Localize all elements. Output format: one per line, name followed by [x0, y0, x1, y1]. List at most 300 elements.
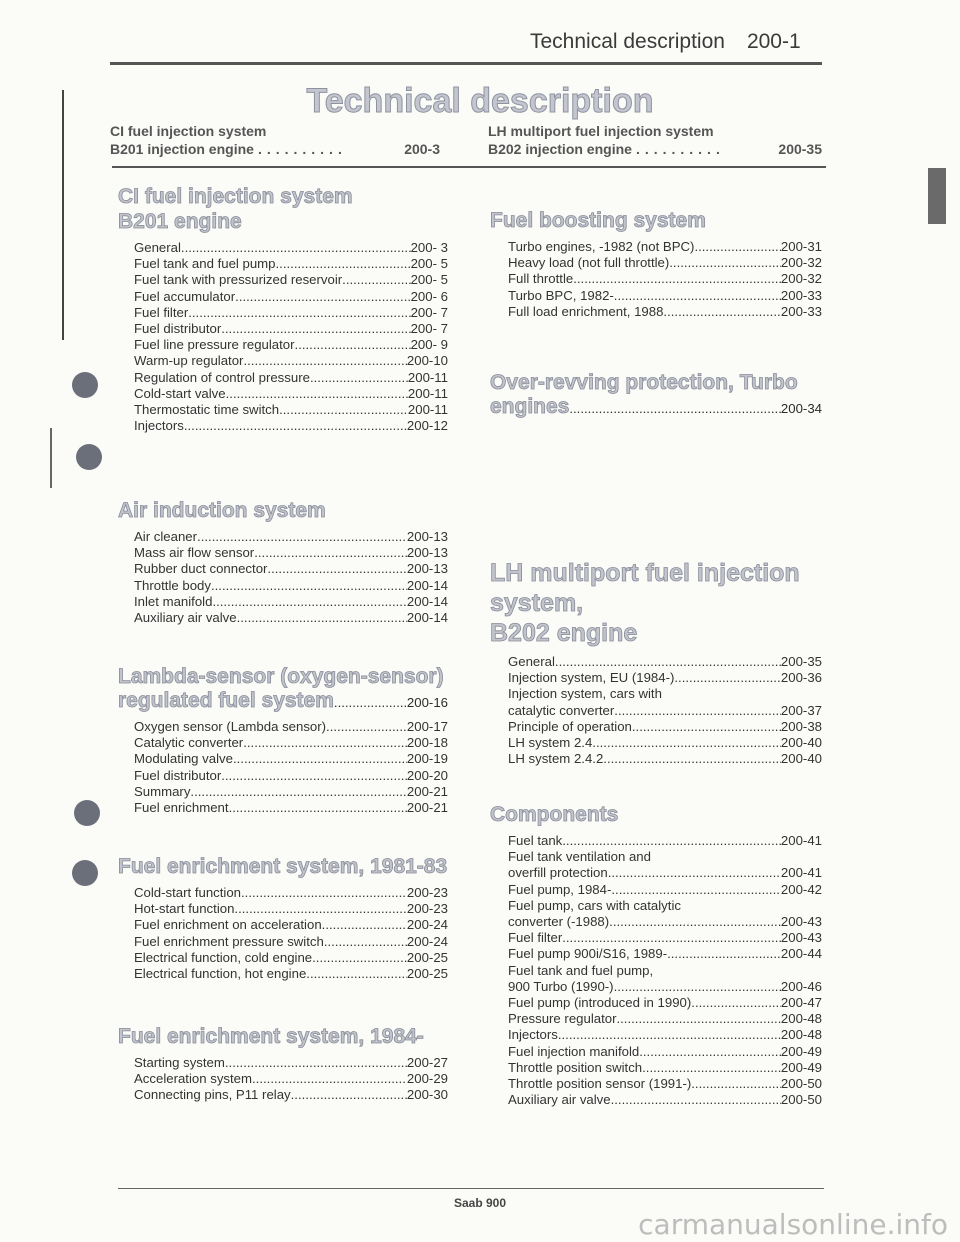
- leader-dots: [291, 1087, 407, 1103]
- leader-dots: [276, 256, 411, 272]
- entry-list: [118, 240, 448, 434]
- toc-page: 200-21: [406, 783, 448, 799]
- toc-page: 200-48: [780, 1011, 822, 1027]
- toc-entry[interactable]: [134, 1087, 448, 1103]
- leader-dots: [326, 719, 407, 735]
- toc-entry[interactable]: [134, 402, 448, 418]
- toc-label: Hot-start function: [134, 901, 235, 917]
- leader-dots: [616, 1011, 780, 1027]
- toc-page: 200-18: [406, 735, 448, 751]
- leader-dots: [234, 901, 407, 917]
- entry-list: [490, 833, 822, 1108]
- toc-entry[interactable]: [508, 239, 822, 255]
- components-section: [490, 802, 822, 1108]
- page-header: [530, 30, 801, 54]
- toc-label: LH system 2.4.2: [508, 751, 604, 767]
- toc-entry[interactable]: [134, 885, 448, 901]
- binder-hole-icon: [72, 372, 98, 398]
- leader-dots: [241, 885, 407, 901]
- toc-page: 200-35: [778, 141, 822, 157]
- toc-label: Fuel enrichment pressure switch: [134, 933, 324, 949]
- toc-label: Full throttle: [508, 271, 574, 287]
- overview-left-entry[interactable]: [110, 140, 440, 158]
- toc-label: Regulation of control pressure: [134, 369, 310, 385]
- toc-entry[interactable]: [134, 784, 448, 800]
- watermark: carmanualsonline.info: [638, 1208, 948, 1241]
- toc-page: 200-19: [406, 751, 448, 767]
- leader-dots: [295, 337, 411, 353]
- leader-dots: [691, 1076, 781, 1092]
- toc-label: Full load enrichment, 1988: [508, 303, 664, 319]
- toc-entry[interactable]: [508, 1044, 822, 1060]
- toc-entry[interactable]: [134, 800, 448, 816]
- leader-dots: [562, 833, 781, 849]
- section-title: B202 engine: [490, 619, 638, 647]
- toc-page: 200- 7: [410, 304, 448, 320]
- entry-list: [118, 885, 448, 982]
- leader-dots: [254, 545, 407, 561]
- leader-dots: [306, 966, 407, 982]
- toc-page: 200-25: [406, 949, 448, 965]
- toc-page: 200-41: [780, 865, 822, 881]
- leader-dots: [608, 865, 781, 881]
- toc-page: 200-14: [406, 577, 448, 593]
- toc-page: 200-43: [780, 930, 822, 946]
- toc-page: 200-46: [780, 978, 822, 994]
- toc-label: Fuel accumulator: [134, 288, 236, 304]
- section-title: LH multiport fuel injection: [490, 559, 800, 587]
- toc-page: 200-27: [406, 1055, 448, 1070]
- toc-label: converter (-1988): [508, 914, 610, 930]
- leader-dots: [603, 751, 781, 767]
- toc-page: 200- 7: [410, 321, 448, 337]
- leader-dots: [667, 946, 781, 962]
- toc-entry[interactable]: [508, 654, 822, 670]
- toc-label: Starting system: [134, 1055, 225, 1070]
- leader-dots: [611, 882, 781, 898]
- toc-entry[interactable]: [508, 882, 822, 898]
- toc-page: 200-49: [780, 1043, 822, 1059]
- leader-dots: [592, 735, 781, 751]
- toc-page: 200-50: [780, 1092, 822, 1108]
- toc-label: Fuel pump, 1984-: [508, 881, 612, 897]
- toc-page: 200-23: [406, 885, 448, 900]
- toc-entry[interactable]: [134, 1071, 448, 1087]
- toc-label: Electrical function, hot engine: [134, 966, 307, 982]
- toc-page: 200-43: [780, 914, 822, 930]
- toc-entry[interactable]: [508, 255, 822, 271]
- section-title: Over-revving protection, Turbo: [490, 371, 798, 394]
- leader-dots: [555, 654, 781, 670]
- leader-dots: [614, 703, 781, 719]
- toc-label: Auxiliary air valve: [134, 610, 237, 626]
- leader-dots: [221, 768, 407, 784]
- toc-entry[interactable]: [134, 917, 448, 933]
- toc-entry[interactable]: [134, 901, 448, 917]
- section-title: B201 engine: [118, 210, 242, 233]
- section-title: system,: [490, 589, 584, 617]
- overview-rule: [112, 166, 826, 168]
- leader-dots: [691, 995, 781, 1011]
- toc-page: 200-10: [406, 353, 448, 369]
- toc-entry[interactable]: [134, 321, 448, 337]
- leader-dots: [243, 353, 406, 369]
- leader-dots: ..........: [257, 141, 347, 157]
- toc-label: Summary: [134, 783, 191, 799]
- toc-entry[interactable]: [508, 288, 822, 304]
- overview-right-heading: LH multiport fuel injection system: [488, 123, 714, 139]
- toc-page: 200- 5: [410, 272, 448, 288]
- toc-label: Fuel filter: [134, 304, 189, 320]
- toc-entry[interactable]: [508, 1092, 822, 1108]
- toc-label: Fuel injection manifold: [508, 1043, 640, 1059]
- toc-entry[interactable]: [134, 353, 448, 369]
- leader-dots: [334, 695, 407, 710]
- toc-page: 200-48: [780, 1027, 822, 1043]
- margin-line: [62, 90, 64, 340]
- leader-dots: [233, 751, 407, 767]
- toc-label: Fuel tank with pressurized reservoir: [134, 272, 343, 288]
- entry-list: [490, 239, 822, 320]
- toc-entry[interactable]: [508, 719, 822, 735]
- section-title: Fuel enrichment system, 1981-83: [118, 855, 448, 878]
- enrichment-1984-section: [118, 1024, 448, 1104]
- toc-page: 200-30: [406, 1087, 448, 1103]
- toc-page: 200-14: [406, 610, 448, 626]
- toc-entry[interactable]: [134, 305, 448, 321]
- air-section: [118, 498, 448, 626]
- boost-section: [490, 208, 822, 320]
- header-title: Technical description: [530, 30, 725, 53]
- toc-label: Thermostatic time switch: [134, 402, 280, 418]
- entry-list: [118, 529, 448, 626]
- toc-entry[interactable]: [134, 418, 448, 434]
- toc-label: Auxiliary air valve: [508, 1092, 611, 1108]
- toc-page: 200-37: [780, 702, 822, 718]
- toc-page: 200-41: [780, 833, 822, 848]
- leader-dots: [221, 321, 410, 337]
- leader-dots: [279, 402, 408, 418]
- section-tab-marker: [928, 168, 946, 224]
- leader-dots: [212, 594, 406, 610]
- leader-dots: ..........: [635, 141, 725, 157]
- leader-dots: [639, 1044, 781, 1060]
- toc-page: 200-49: [780, 1059, 822, 1075]
- section-title: Fuel boosting system: [490, 209, 706, 232]
- toc-label: Acceleration system: [134, 1071, 252, 1087]
- entry-list: [118, 1055, 448, 1104]
- leader-dots: [669, 255, 781, 271]
- toc-label: Fuel distributor: [134, 321, 222, 337]
- toc-label: Fuel tank: [508, 833, 563, 848]
- toc-entry[interactable]: [134, 289, 448, 305]
- section-title: Lambda-sensor (oxygen-sensor): [118, 665, 444, 688]
- toc-label: Cold-start function: [134, 885, 242, 900]
- toc-page: 200-25: [406, 966, 448, 982]
- leader-dots: [267, 561, 407, 577]
- toc-label: Injectors: [134, 418, 184, 434]
- toc-entry-continued: Injection system, cars with: [508, 686, 662, 702]
- toc-page: 200-44: [780, 946, 822, 962]
- margin-line: [50, 428, 52, 488]
- overview-left: [110, 122, 440, 158]
- leader-dots: [632, 719, 781, 735]
- toc-page: 200- 6: [410, 288, 448, 304]
- toc-page: 200-33: [780, 287, 822, 303]
- leader-dots: [342, 272, 410, 288]
- toc-entry[interactable]: [134, 768, 448, 784]
- leader-dots: [310, 370, 408, 386]
- leader-dots: [312, 950, 407, 966]
- lambda-section: [118, 664, 448, 816]
- toc-entry[interactable]: [134, 272, 448, 288]
- toc-label: Turbo engines, -1982 (not BPC): [508, 239, 695, 254]
- section-title: Components: [490, 803, 619, 826]
- leader-dots: [229, 800, 407, 816]
- header-page-number: 200-1: [746, 30, 801, 53]
- toc-label: Air cleaner: [134, 529, 198, 544]
- toc-entry[interactable]: [508, 304, 822, 320]
- toc-label: B202 injection engine: [488, 141, 632, 157]
- entry-list: [118, 719, 448, 816]
- toc-entry[interactable]: [508, 865, 822, 881]
- toc-entry[interactable]: [134, 594, 448, 610]
- leader-dots: [243, 735, 407, 751]
- toc-entry[interactable]: [134, 610, 448, 626]
- toc-label: Throttle body: [134, 577, 211, 593]
- toc-label: Fuel distributor: [134, 767, 222, 783]
- toc-page: 200-11: [407, 385, 448, 401]
- leader-dots: [181, 240, 411, 256]
- toc-entry[interactable]: [134, 386, 448, 402]
- leader-dots: [663, 304, 781, 320]
- toc-page: 200- 5: [410, 256, 448, 272]
- leader-dots: [190, 784, 407, 800]
- leader-dots: [674, 670, 781, 686]
- leader-dots: [614, 288, 781, 304]
- toc-label: Rubber duct connector: [134, 561, 268, 577]
- toc-label: Throttle position sensor (1991-): [508, 1076, 692, 1092]
- toc-page: 200-38: [780, 718, 822, 734]
- toc-entry[interactable]: [508, 833, 822, 849]
- toc-page: 200-13: [406, 529, 448, 544]
- toc-entry-continued: Fuel tank and fuel pump,: [508, 962, 654, 978]
- toc-page: 200-24: [406, 933, 448, 949]
- toc-page: 200-33: [780, 303, 822, 319]
- leader-dots: [569, 401, 781, 416]
- section-title-with-page[interactable]: [118, 689, 448, 713]
- footer-rule: [118, 1188, 824, 1189]
- toc-entry[interactable]: [134, 751, 448, 767]
- toc-entry[interactable]: [134, 966, 448, 982]
- toc-page: 200-35: [780, 654, 822, 669]
- binder-hole-icon: [76, 444, 102, 470]
- leader-dots: [211, 578, 407, 594]
- toc-entry[interactable]: [508, 995, 822, 1011]
- overview-left-heading: CI fuel injection system: [110, 123, 267, 139]
- toc-entry[interactable]: [134, 950, 448, 966]
- leader-dots: [322, 917, 407, 933]
- toc-page: 200-13: [406, 545, 448, 561]
- toc-label: Injection system, EU (1984-): [508, 670, 675, 686]
- toc-entry[interactable]: [508, 930, 822, 946]
- toc-entry[interactable]: [134, 545, 448, 561]
- toc-page: 200-34: [780, 401, 822, 416]
- toc-entry-continued: Fuel pump, cars with catalytic: [508, 897, 681, 913]
- toc-label: B201 injection engine: [110, 141, 254, 157]
- toc-entry[interactable]: [508, 670, 822, 686]
- toc-label: Warm-up regulator: [134, 353, 244, 369]
- enrichment-1981-section: [118, 854, 448, 982]
- binder-hole-icon: [72, 860, 98, 886]
- leader-dots: [324, 934, 407, 950]
- toc-entry[interactable]: [134, 370, 448, 386]
- toc-entry[interactable]: [508, 735, 822, 751]
- toc-label: 900 Turbo (1990-): [508, 978, 614, 994]
- toc-page: 200-12: [406, 418, 448, 434]
- section-title: engines: [490, 395, 570, 418]
- toc-page: 200-50: [780, 1076, 822, 1092]
- leader-dots: [609, 914, 781, 930]
- section-title: Fuel enrichment system, 1984-: [118, 1025, 424, 1048]
- toc-page: 200-40: [780, 751, 822, 767]
- overview-right: [488, 122, 822, 158]
- toc-label: Principle of operation: [508, 718, 632, 734]
- leader-dots: [184, 418, 407, 434]
- toc-page: 200-42: [780, 881, 822, 897]
- toc-entry[interactable]: [134, 256, 448, 272]
- leader-dots: [642, 1060, 781, 1076]
- toc-page: 200-31: [780, 239, 822, 254]
- toc-page: 200-32: [780, 255, 822, 271]
- toc-label: Mass air flow sensor: [134, 545, 255, 561]
- toc-entry[interactable]: [508, 271, 822, 287]
- leader-dots: [694, 239, 780, 255]
- toc-label: Fuel pump (introduced in 1990): [508, 995, 692, 1011]
- toc-entry[interactable]: [134, 934, 448, 950]
- leader-dots: [235, 289, 410, 305]
- toc-entry[interactable]: [508, 1076, 822, 1092]
- toc-label: catalytic converter: [508, 702, 615, 718]
- leader-dots: [188, 305, 410, 321]
- toc-page: 200-36: [780, 670, 822, 686]
- toc-entry[interactable]: [508, 703, 822, 719]
- toc-page: 200-32: [780, 271, 822, 287]
- toc-label: Cold-start valve: [134, 385, 226, 401]
- toc-label: Injectors: [508, 1027, 558, 1043]
- toc-page: 200-14: [406, 593, 448, 609]
- toc-label: Fuel filter: [508, 930, 563, 946]
- toc-entry[interactable]: [508, 1060, 822, 1076]
- header-rule: [110, 62, 822, 65]
- section-title-with-page[interactable]: [490, 395, 822, 419]
- toc-entry[interactable]: [134, 735, 448, 751]
- section-title: regulated fuel system: [118, 689, 334, 712]
- toc-label: Inlet manifold: [134, 593, 213, 609]
- toc-label: Turbo BPC, 1982-: [508, 287, 614, 303]
- toc-label: LH system 2.4: [508, 735, 593, 751]
- toc-entry[interactable]: [134, 529, 448, 545]
- toc-page: 200- 3: [410, 240, 448, 255]
- leader-dots: [614, 979, 781, 995]
- toc-page: 200-29: [406, 1071, 448, 1087]
- leader-dots: [237, 610, 407, 626]
- section-title: Air induction system: [118, 499, 326, 522]
- toc-page: 200-13: [406, 561, 448, 577]
- overview-right-entry[interactable]: [488, 140, 822, 158]
- toc-page: 200-23: [406, 901, 448, 917]
- toc-entry[interactable]: [134, 240, 448, 256]
- overrev-section: [490, 370, 822, 419]
- toc-label: Fuel pump 900i/S16, 1989-: [508, 946, 668, 962]
- leader-dots: [226, 386, 408, 402]
- toc-entry[interactable]: [508, 1011, 822, 1027]
- toc-page: 200-11: [407, 402, 448, 418]
- toc-page: 200-47: [780, 995, 822, 1011]
- toc-entry[interactable]: [508, 946, 822, 962]
- toc-page: 200-21: [406, 800, 448, 816]
- toc-label: Fuel line pressure regulator: [134, 337, 295, 353]
- leader-dots: [225, 1055, 407, 1071]
- leader-dots: [197, 529, 407, 545]
- toc-page: 200-20: [406, 767, 448, 783]
- leader-dots: [611, 1092, 781, 1108]
- binder-hole-icon: [74, 800, 100, 826]
- toc-page: 200-40: [780, 735, 822, 751]
- leader-dots: [573, 271, 781, 287]
- toc-label: Pressure regulator: [508, 1011, 617, 1027]
- toc-label: Heavy load (not full throttle): [508, 255, 670, 271]
- toc-entry[interactable]: [134, 719, 448, 735]
- leader-dots: [252, 1071, 407, 1087]
- lh-section: [490, 558, 822, 767]
- entry-list: [490, 654, 822, 767]
- toc-label: Electrical function, cold engine: [134, 949, 313, 965]
- toc-label: General: [134, 240, 181, 255]
- toc-entry[interactable]: [508, 1027, 822, 1043]
- toc-label: Catalytic converter: [134, 735, 244, 751]
- toc-entry[interactable]: [134, 337, 448, 353]
- toc-page: 200-17: [406, 719, 448, 734]
- toc-entry-continued: Fuel tank ventilation and: [508, 849, 651, 865]
- toc-page: 200-16: [406, 695, 448, 710]
- section-title: CI fuel injection system: [118, 185, 353, 208]
- toc-label: Connecting pins, P11 relay: [134, 1087, 291, 1103]
- toc-label: Fuel tank and fuel pump: [134, 256, 276, 272]
- toc-label: Fuel enrichment on acceleration: [134, 917, 322, 933]
- toc-entry[interactable]: [134, 561, 448, 577]
- toc-label: overfill protection: [508, 865, 608, 881]
- toc-entry[interactable]: [134, 1055, 448, 1071]
- page-title: Technical description: [306, 82, 654, 120]
- toc-entry[interactable]: [508, 979, 822, 995]
- toc-page: 200-11: [407, 369, 448, 385]
- leader-dots: [558, 1027, 781, 1043]
- toc-label: Throttle position switch: [508, 1059, 643, 1075]
- toc-label: Fuel enrichment: [134, 800, 229, 816]
- ci-section: [118, 184, 448, 434]
- toc-entry[interactable]: [134, 578, 448, 594]
- toc-label: Modulating valve: [134, 751, 233, 767]
- toc-page: 200- 9: [410, 337, 448, 353]
- toc-entry[interactable]: [508, 751, 822, 767]
- leader-dots: [562, 930, 781, 946]
- toc-label: Oxygen sensor (Lambda sensor): [134, 719, 327, 734]
- toc-page: 200-3: [404, 141, 440, 157]
- toc-label: General: [508, 654, 555, 669]
- footer-text: Saab 900: [453, 1196, 507, 1210]
- toc-entry[interactable]: [508, 914, 822, 930]
